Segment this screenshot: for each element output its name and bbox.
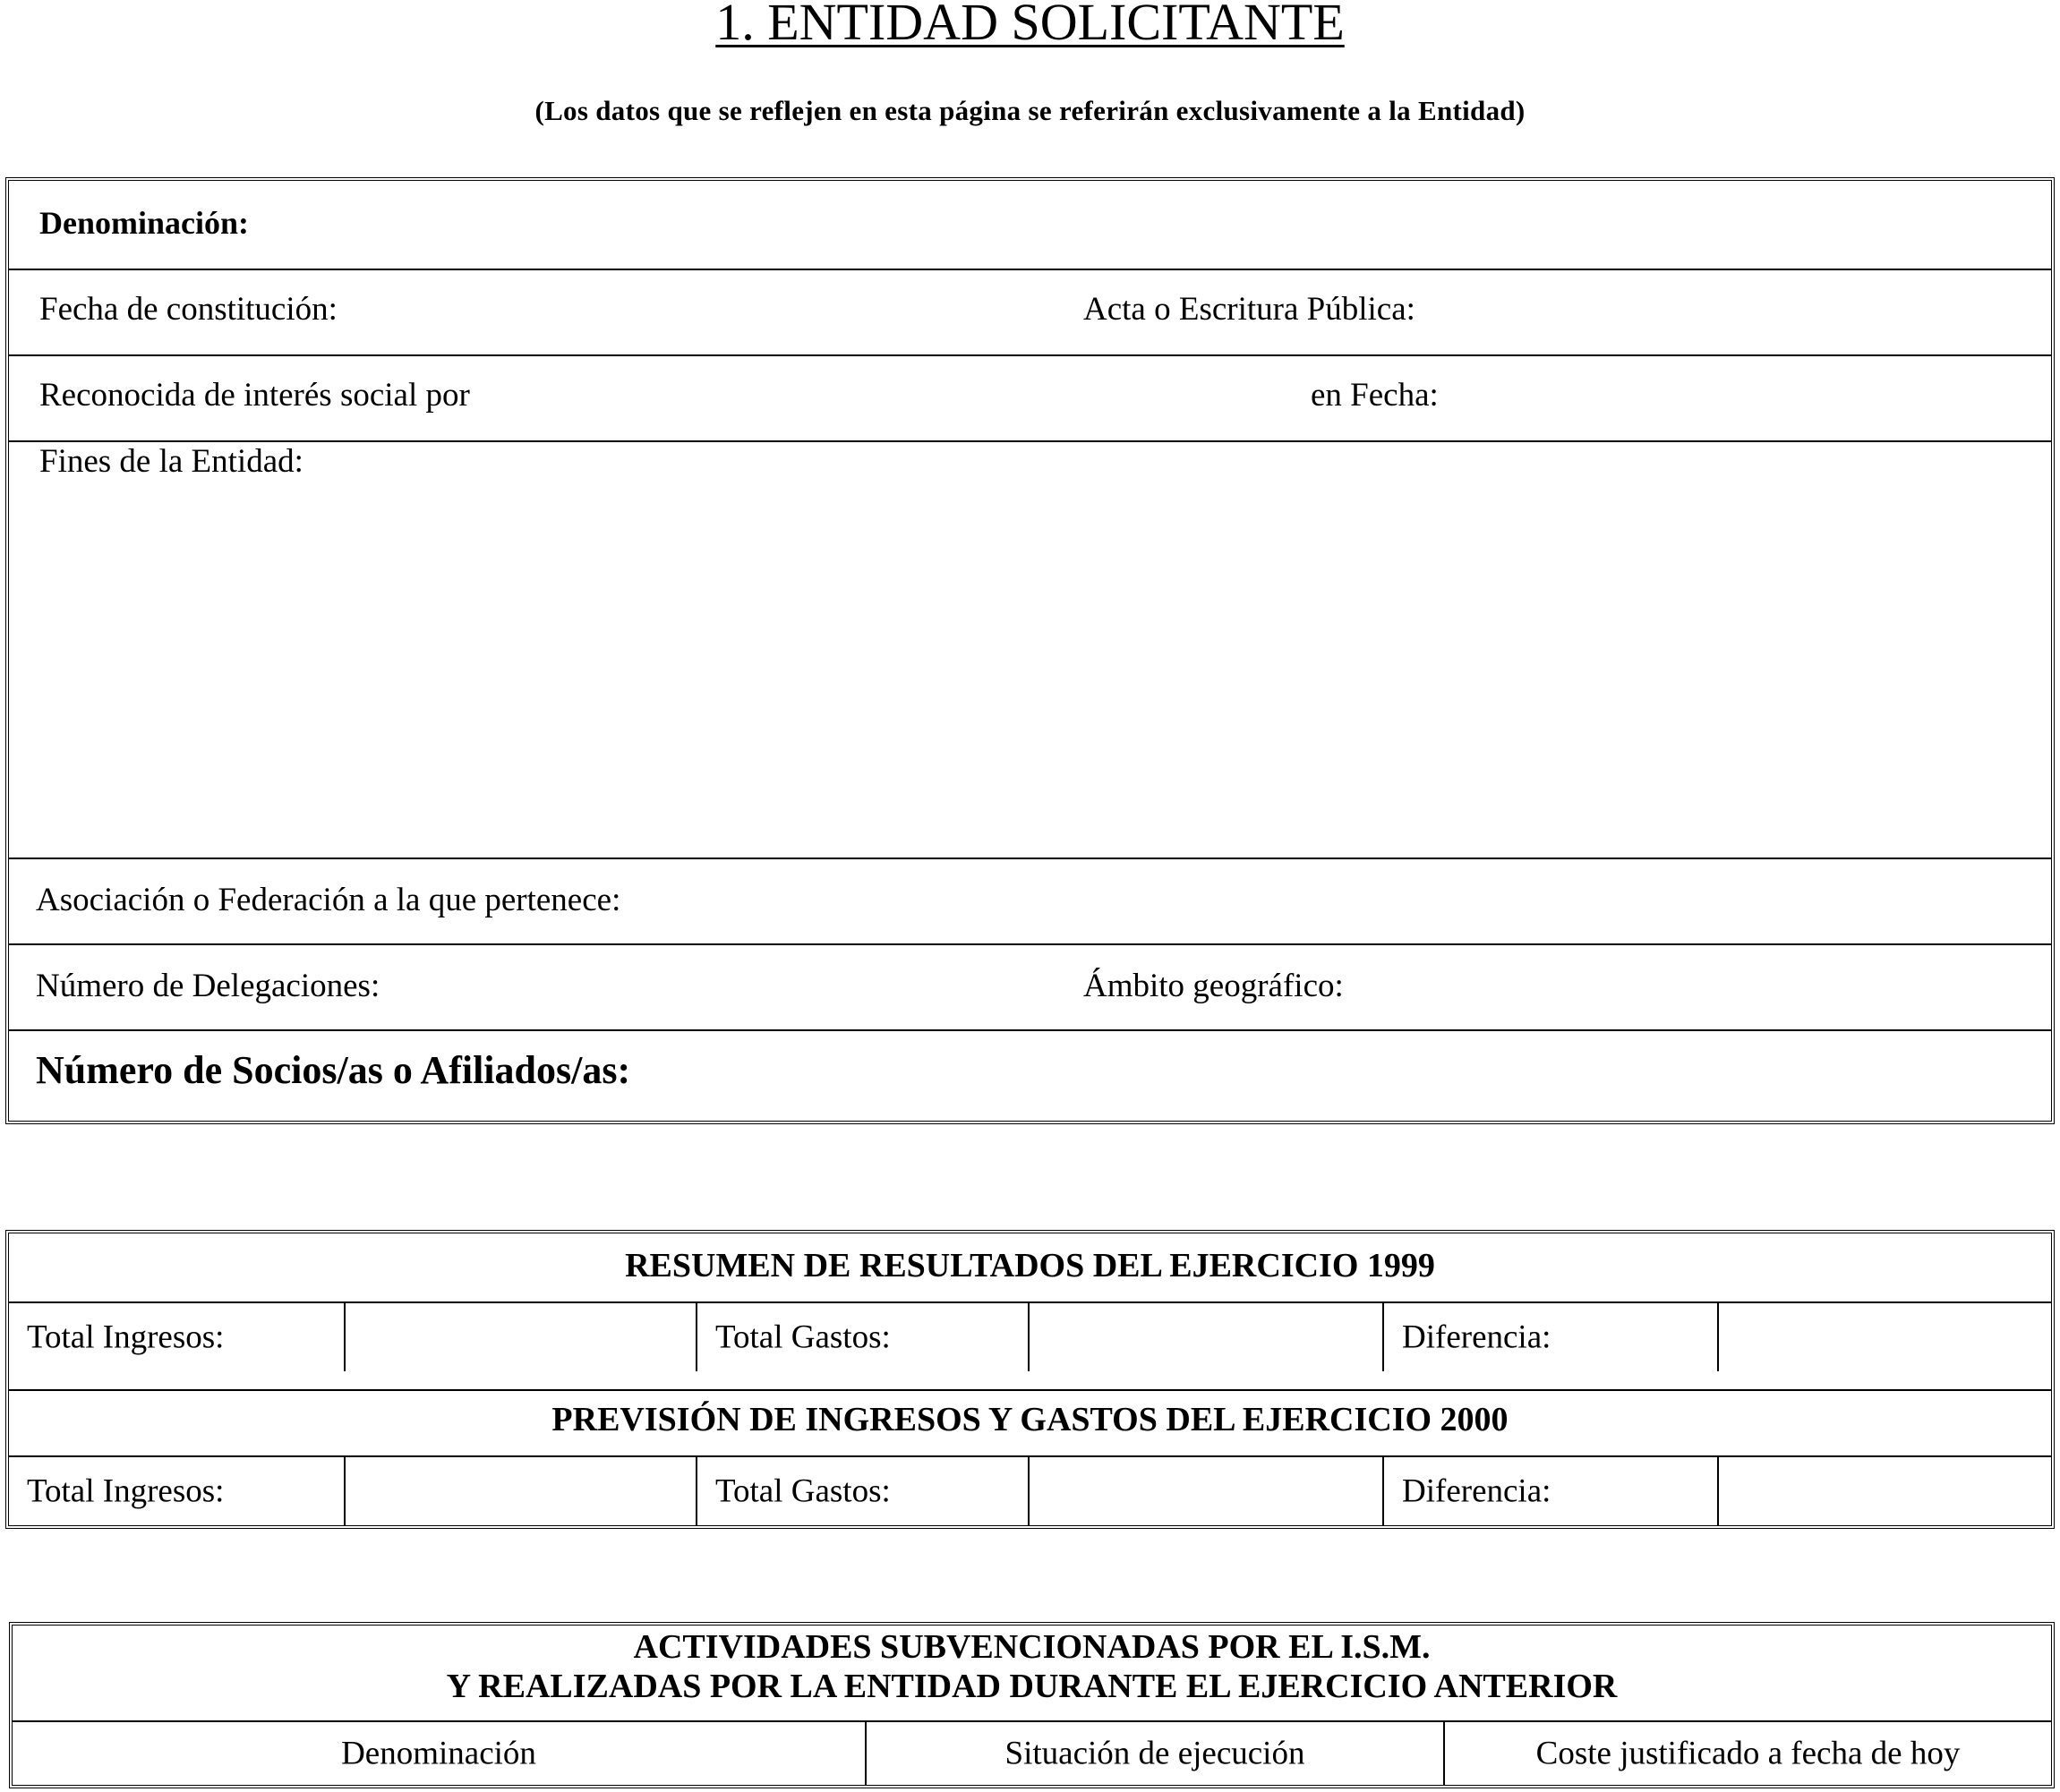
col-denominacion: [13, 1722, 865, 1785]
prevision-ingresos-label-cell: [9, 1457, 344, 1525]
resumen-diferencia-label: Diferencia:: [1402, 1318, 1551, 1356]
activities-title-line1: ACTIVIDADES SUBVENCIONADAS POR EL I.S.M.: [633, 1628, 1431, 1666]
prevision-ingresos-value[interactable]: [344, 1457, 696, 1525]
resumen-row: [9, 1301, 2051, 1371]
activities-header-row: [13, 1720, 2051, 1785]
col-denominacion-label: Denominación: [341, 1735, 536, 1772]
prevision-diferencia-value[interactable]: [1717, 1457, 2051, 1525]
resumen-gastos-label: Total Gastos:: [715, 1318, 891, 1356]
resumen-diferencia-label-cell: [1382, 1303, 1717, 1371]
asociacion-label: Asociación o Federación a la que pertenece:: [36, 882, 621, 918]
prevision-diferencia-label: Diferencia:: [1402, 1472, 1551, 1510]
activities-table: [9, 1622, 2055, 1788]
ambito-label: Ámbito geográfico:: [1083, 968, 1344, 1004]
fines-label: Fines de la Entidad:: [39, 443, 303, 480]
prevision-gastos-label: Total Gastos:: [715, 1472, 891, 1510]
row-fecha-constitucion[interactable]: [9, 269, 2051, 354]
row-delegaciones[interactable]: [9, 943, 2051, 1029]
resumen-gastos-label-cell: [696, 1303, 1028, 1371]
entity-form: [5, 177, 2055, 1124]
col-coste-label: Coste justificado a fecha de hoy: [1535, 1735, 1961, 1772]
prevision-gastos-value[interactable]: [1028, 1457, 1382, 1525]
reconocida-label: Reconocida de interés social por: [39, 377, 470, 414]
row-reconocida[interactable]: [9, 354, 2051, 440]
row-fines[interactable]: [9, 440, 2051, 858]
col-situacion-label: Situación de ejecución: [1004, 1735, 1305, 1772]
prevision-gastos-label-cell: [696, 1457, 1028, 1525]
prevision-row: [9, 1455, 2051, 1525]
resumen-ingresos-label: Total Ingresos:: [27, 1318, 225, 1356]
resumen-ingresos-value[interactable]: [344, 1303, 696, 1371]
prevision-diferencia-label-cell: [1382, 1457, 1717, 1525]
prevision-title: PREVISIÓN DE INGRESOS Y GASTOS DEL EJERCICIO 2000: [551, 1401, 1509, 1438]
resumen-gastos-value[interactable]: [1028, 1303, 1382, 1371]
col-situacion: [865, 1722, 1443, 1785]
financial-summary: [5, 1230, 2055, 1529]
fecha-constitucion-label: Fecha de constitución:: [39, 291, 338, 328]
row-denominacion[interactable]: [9, 181, 2051, 269]
acta-escritura-label: Acta o Escritura Pública:: [1083, 291, 1415, 328]
denominacion-label: Denominación:: [39, 205, 249, 241]
section-separator: [9, 1389, 2051, 1391]
col-coste: [1443, 1722, 2051, 1785]
row-socios[interactable]: [9, 1029, 2051, 1121]
resumen-ingresos-label-cell: [9, 1303, 344, 1371]
num-delegaciones-label: Número de Delegaciones:: [36, 968, 380, 1004]
resumen-title: RESUMEN DE RESULTADOS DEL EJERCICIO 1999: [625, 1247, 1435, 1284]
resumen-diferencia-value[interactable]: [1717, 1303, 2051, 1371]
prevision-ingresos-label: Total Ingresos:: [27, 1472, 225, 1510]
row-asociacion[interactable]: [9, 858, 2051, 943]
en-fecha-label: en Fecha:: [1311, 377, 1439, 414]
page-subtitle: (Los datos que se reflejen en esta página se referirán exclusivamente a la Entidad): [534, 95, 1526, 126]
num-socios-label: Número de Socios/as o Afiliados/as:: [36, 1048, 631, 1092]
page-title: 1. ENTIDAD SOLICITANTE: [715, 0, 1345, 51]
activities-title-line2: Y REALIZADAS POR LA ENTIDAD DURANTE EL EJERCICIO ANTERIOR: [446, 1668, 1618, 1705]
